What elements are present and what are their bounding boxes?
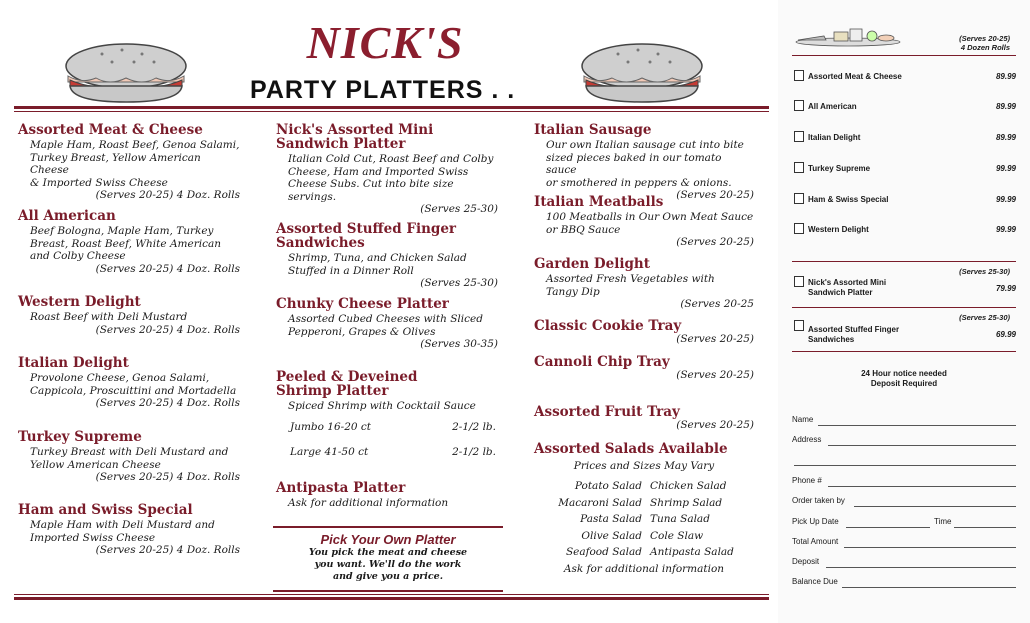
order-item-mini-sandwich[interactable]: Nick's Assorted Mini Sandwich Platter 79.99 <box>794 276 1016 298</box>
item-title: Cannoli Chip Tray <box>534 354 670 370</box>
menu-item <box>18 209 240 275</box>
menu-item <box>534 319 754 346</box>
menu-item <box>18 356 240 410</box>
menu-item <box>276 222 498 290</box>
menu-item <box>276 370 498 413</box>
serves-header: (Serves 20-25) <box>959 34 1010 43</box>
footer-rule-thick <box>14 597 769 600</box>
sandwich-right-icon <box>578 40 706 106</box>
shrimp-size-jumbo: Jumbo 16-20 ct 2-1/2 lb. <box>290 421 496 433</box>
item-desc: Roast Beef with Deli Mustard <box>30 311 188 323</box>
checkbox[interactable] <box>794 320 804 331</box>
item-desc: Our own Italian sausage cut into bite sized pieces baked in our tomato sauce or smothered in peppers & onions. <box>546 139 744 189</box>
menu-item <box>18 123 240 202</box>
menu-item <box>276 123 498 216</box>
name-field[interactable]: Name <box>792 415 1016 427</box>
notice: 24 Hour notice needed Deposit Required <box>861 369 947 388</box>
item-title: Nick's Assorted Mini Sandwich Platter <box>276 122 434 152</box>
item-desc: Maple Ham with Deli Mustard and Imported Swiss Cheese <box>30 519 215 544</box>
item-desc: Italian Cold Cut, Roast Beef and Colby Cheese, Ham and Imported Swiss Cheese Subs. Cut into bite size servings. <box>288 153 494 203</box>
divider <box>792 307 1016 308</box>
item-title: All American <box>18 208 116 224</box>
item-serves: (Serves 20-25) 4 Doz. Rolls <box>95 323 240 336</box>
header-rule-thin <box>14 111 769 112</box>
item-serves: (Serves 30-35) <box>420 338 498 350</box>
menu-item <box>534 257 754 311</box>
menu-item <box>18 295 240 336</box>
item-desc: Spiced Shrimp with Cocktail Sauce <box>288 400 476 412</box>
footer-rule-thin <box>14 594 769 595</box>
item-desc: Maple Ham, Roast Beef, Genoa Salami, Turkey Breast, Yellow American Cheese & Imported Swiss Cheese <box>30 139 240 189</box>
item-serves: (Serves 20-25) <box>676 333 754 345</box>
header-rule-thick <box>14 106 769 109</box>
item-serves: (Serves 20-25 <box>680 298 754 310</box>
order-form <box>778 0 1030 623</box>
sandwich-left-icon <box>62 40 190 106</box>
item-title: Italian Delight <box>18 355 129 371</box>
item-serves: (Serves 25-30) <box>420 277 498 289</box>
salads-list-right: Chicken Salad Shrimp Salad Tuna Salad Cole Slaw Antipasta Salad <box>650 480 734 558</box>
order-taken-by-field[interactable]: Order taken by <box>792 496 1016 508</box>
item-serves: (Serves 20-25) 4 Doz. Rolls <box>95 397 240 409</box>
item-title: Peeled & Deveined Shrimp Platter <box>276 369 418 399</box>
salads-subtitle: Prices and Sizes May Vary <box>573 460 715 472</box>
order-item-turkey-supreme[interactable]: Turkey Supreme 99.99 <box>794 162 1016 176</box>
item-desc: Ask for additional information <box>288 497 449 509</box>
menu-item <box>534 355 754 382</box>
item-title: Classic Cookie Tray <box>534 318 682 334</box>
balance-due-field[interactable]: Balance Due <box>792 577 1016 589</box>
order-item-all-american[interactable]: All American 89.99 <box>794 100 1016 114</box>
phone-field[interactable]: Phone # <box>792 476 1016 488</box>
item-desc: Beef Bologna, Maple Ham, Turkey Breast, Roast Beef, White American and Colby Cheese <box>30 225 221 262</box>
checkbox[interactable] <box>794 100 804 111</box>
item-serves: (Serves 25-30) <box>420 203 498 215</box>
item-serves: (Serves 20-25) 4 Doz. Rolls <box>95 262 240 275</box>
shrimp-size-large: Large 41-50 ct 2-1/2 lb. <box>290 446 496 458</box>
item-desc: Provolone Cheese, Genoa Salami, Cappicola, Proscuittini and Mortadella <box>30 372 237 397</box>
time-field[interactable] <box>954 527 1016 528</box>
order-item-western-delight[interactable]: Western Delight 99.99 <box>794 223 1016 237</box>
checkbox[interactable] <box>794 70 804 81</box>
serves-header: (Serves 25-30) <box>959 313 1010 322</box>
checkbox[interactable] <box>794 276 804 287</box>
item-serves: (Serves 20-25) <box>676 419 754 431</box>
menu-item <box>534 405 754 432</box>
item-title: Assorted Meat & Cheese <box>18 122 203 138</box>
item-serves: (Serves 20-25) 4 Doz. Rolls <box>95 189 240 201</box>
item-serves: (Serves 20-25) 4 Doz. Rolls <box>95 544 240 556</box>
time-label: Time <box>934 517 952 526</box>
rolls-header: 4 Dozen Rolls <box>960 43 1010 52</box>
item-title: Assorted Stuffed Finger Sandwiches <box>276 221 457 251</box>
order-item-italian-delight[interactable]: Italian Delight 89.99 <box>794 131 1016 145</box>
salads-title: Assorted Salads Available <box>534 441 728 457</box>
order-item-finger-sandwiches[interactable]: Assorted Stuffed Finger Sandwiches 69.99 <box>794 320 1016 342</box>
address-line2-field[interactable] <box>792 455 1016 467</box>
item-desc: 100 Meatballs in Our Own Meat Sauce or BBQ Sauce <box>546 211 754 236</box>
menu-item <box>276 481 498 510</box>
total-amount-field[interactable]: Total Amount <box>792 537 1016 549</box>
checkbox[interactable] <box>794 223 804 234</box>
menu-item <box>534 195 754 249</box>
page-title: PARTY PLATTERS . . <box>250 76 516 104</box>
item-title: Antipasta Platter <box>276 480 406 496</box>
item-title: Chunky Cheese Platter <box>276 296 449 312</box>
menu-item <box>18 430 240 484</box>
item-title: Italian Sausage <box>534 122 652 138</box>
pickup-date-field[interactable]: Pick Up Date Time <box>792 517 1016 529</box>
checkbox[interactable] <box>794 193 804 204</box>
checkbox[interactable] <box>794 131 804 142</box>
salads-footer: Ask for additional information <box>563 563 725 575</box>
item-serves: (Serves 20-25) 4 Doz. Rolls <box>95 471 240 483</box>
deli-platter-icon <box>794 24 902 48</box>
item-serves: (Serves 20-25) <box>676 236 754 248</box>
item-title: Turkey Supreme <box>18 429 142 445</box>
order-item-assorted-meat-cheese[interactable]: Assorted Meat & Cheese 89.99 <box>794 70 1016 84</box>
menu-item <box>534 123 754 202</box>
item-desc: Shrimp, Tuna, and Chicken Salad Stuffed in a Dinner Roll <box>288 252 467 277</box>
divider <box>792 351 1016 352</box>
item-title: Western Delight <box>18 294 141 310</box>
item-title: Italian Meatballs <box>534 194 664 210</box>
order-item-ham-swiss[interactable]: Ham & Swiss Special 99.99 <box>794 193 1016 207</box>
item-serves: (Serves 20-25) <box>676 189 754 201</box>
item-desc: Assorted Cubed Cheeses with Sliced Pepperoni, Grapes & Olives <box>288 313 483 338</box>
address-field[interactable]: Address <box>792 435 1016 447</box>
pick-text: You pick the meat and cheese you want. We'll do the work and give you a price. <box>308 547 468 582</box>
checkbox[interactable] <box>794 162 804 173</box>
divider <box>792 261 1016 262</box>
item-title: Garden Delight <box>534 256 650 272</box>
divider <box>792 55 1016 56</box>
deposit-field[interactable]: Deposit <box>792 557 1016 569</box>
item-title: Assorted Fruit Tray <box>534 404 680 420</box>
salads-section <box>534 442 754 473</box>
pick-title: Pick Your Own Platter <box>320 532 456 547</box>
salads-list-left: Potato Salad Macaroni Salad Pasta Salad Olive Salad Seafood Salad <box>558 480 642 558</box>
item-desc: Assorted Fresh Vegetables with Tangy Dip <box>546 273 715 298</box>
pick-your-own-box <box>273 526 503 592</box>
menu-item <box>276 297 498 351</box>
serves-header: (Serves 25-30) <box>959 267 1010 276</box>
item-serves: (Serves 20-25) <box>676 369 754 381</box>
item-title: Ham and Swiss Special <box>18 502 193 518</box>
menu-item <box>18 503 240 557</box>
logo: NICK'S <box>306 17 464 68</box>
item-desc: Turkey Breast with Deli Mustard and Yellow American Cheese <box>30 446 229 471</box>
